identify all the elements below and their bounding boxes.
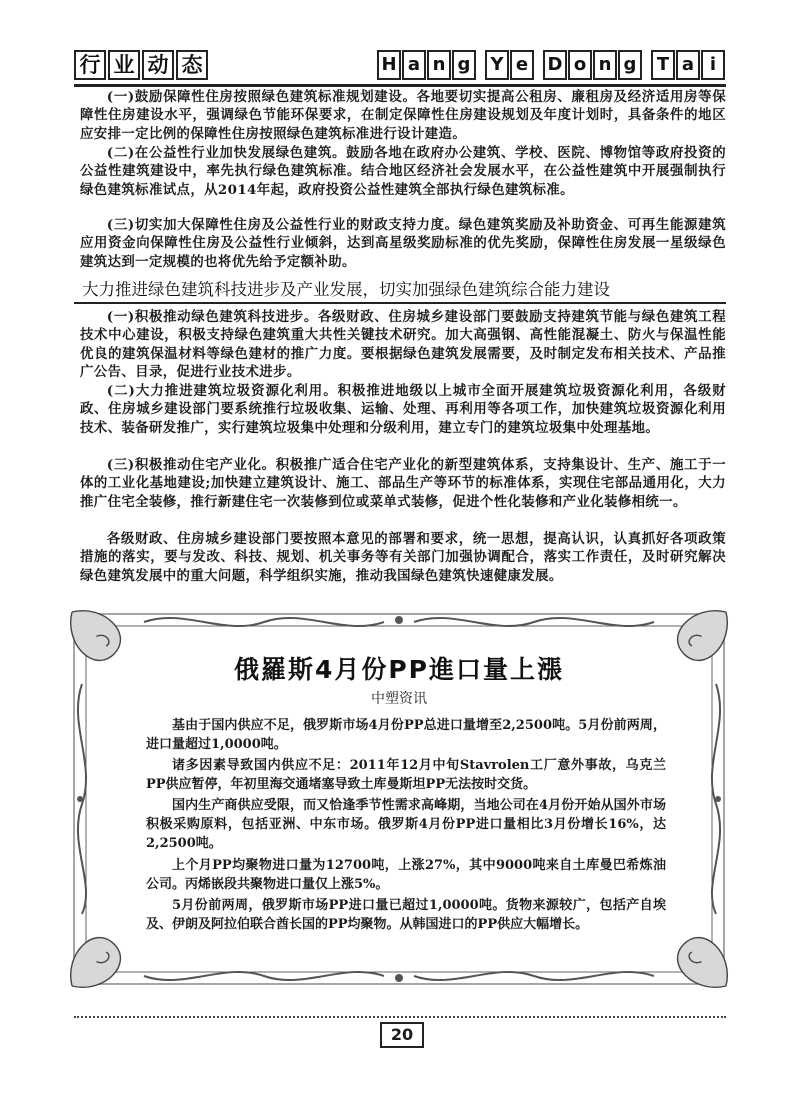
section-name-char: 态: [176, 50, 208, 80]
page-number: 20: [380, 1022, 424, 1048]
news-paragraph: 诸多因素导致国内供应不足：2011年12月中旬Stavrolen工厂意外事故，乌克兰PP供应暂停，年初里海交通堵塞导致土库曼斯坦PP无法按时交货。: [146, 758, 666, 792]
pinyin-char: T: [651, 50, 675, 80]
pinyin-char: Y: [485, 50, 509, 80]
news-paragraph: 5月份前两周，俄罗斯市场PP进口量已超过1,0000吨。货物来源较广，包括产自埃及、伊朗及阿拉伯联合酋长国的PP均聚物。从韩国进口的PP供应大幅增长。: [146, 898, 666, 932]
pinyin-char: a: [676, 50, 700, 80]
pinyin-char: o: [568, 50, 592, 80]
body-paragraph: (三)积极推动住宅产业化。积极推广适合住宅产业化的新型建筑体系，支持集设计、生产、施工于一体的工业化基地建设;加快建立建筑设计、施工、部品生产等环节的标准体系，实现住宅部品通用化，大力推广住宅全装修，推行新建住宅一次装修到位或菜单式装修，促进个性化装修和产业化装修相统一。: [80, 457, 726, 510]
pinyin-char: n: [593, 50, 617, 80]
pinyin-char: g: [452, 50, 476, 80]
section-banner-title: 大力推进绿色建筑科技进步及产业发展，切实加强绿色建筑综合能力建设: [82, 280, 610, 299]
body-paragraph: (二)大力推进建筑垃圾资源化利用。积极推进地级以上城市全面开展建筑垃圾资源化利用，各级财政、住房城乡建设部门要系统推行垃圾收集、运输、处理、再利用等各项工作，加快建筑垃圾资源化利用技术、装备研发推广，实行建筑垃圾集中处理和分级利用，建立专门的建筑垃圾集中处理基地。: [80, 383, 726, 436]
pinyin-char: n: [427, 50, 451, 80]
section-banner: [74, 272, 726, 304]
pinyin-char: a: [402, 50, 426, 80]
page-header: [74, 48, 726, 87]
pinyin-char: e: [510, 50, 534, 80]
news-source: 中塑资讯: [371, 691, 427, 707]
body-paragraph: (二)在公益性行业加快发展绿色建筑。鼓励各地在政府办公建筑、学校、医院、博物馆等政府投资的公益性建筑建设中，率先执行绿色建筑标准。结合地区经济社会发展水平，在公益性建筑中开展强制执行绿色建筑标准试点，从2014年起，政府投资公益性建筑全部执行绿色建筑标准。: [80, 145, 726, 198]
news-paragraph: 基由于国内供应不足，俄罗斯市场4月份PP总进口量增至2,2500吨。5月份前两周，进口量超过1,0000吨。: [146, 718, 666, 752]
news-title: 俄羅斯4月份PP進口量上漲: [233, 655, 565, 684]
section-name-char: 行: [74, 50, 106, 80]
pinyin-char: g: [618, 50, 642, 80]
section-name-char: 业: [108, 50, 140, 80]
news-paragraph: 国内生产商供应受限，而又恰逢季节性需求高峰期，当地公司在4月份开始从国外市场积极采购原料，包括亚洲、中东市场。俄罗斯4月份PP进口量相比3月份增长16%，达2,2500吨。: [146, 798, 666, 851]
body-paragraph: 各级财政、住房城乡建设部门要按照本意见的部署和要求，统一思想，提高认识，认真抓好各项政策措施的落实，要与发改、科技、规划、机关事务等有关部门加强协调配合，落实工作责任，及时研究解决绿色建筑发展中的重大问题，科学组织实施，推动我国绿色建筑快速健康发展。: [80, 531, 726, 584]
pinyin-char: H: [377, 50, 401, 80]
pinyin-char: i: [701, 50, 725, 80]
body-paragraph: (一)积极推动绿色建筑科技进步。各级财政、住房城乡建设部门要鼓励支持建筑节能与绿色建筑工程技术中心建设，积极支持绿色建筑重大共性关键技术研究。加大高强钢、高性能混凝土、防火与保温性能优良的建筑保温材料等绿色建材的推广力度。要根据绿色建筑发展需要，及时制定发布相关技术、产品推广公告、目录，促进行业技术进步。: [80, 309, 726, 381]
section-name-char: 动: [142, 50, 174, 80]
pinyin-char: D: [543, 50, 567, 80]
section-pinyin: [377, 50, 726, 80]
footer-divider: [74, 1016, 726, 1020]
section-name: [74, 50, 210, 80]
news-paragraph: 上个月PP均聚物进口量为12700吨，上涨27%，其中9000吨来自土库曼巴希炼油公司。丙烯嵌段共聚物进口量仅上涨5%。: [146, 858, 666, 892]
body-paragraph: (一)鼓励保障性住房按照绿色建筑标准规划建设。各地要切实提高公租房、廉租房及经济适用房等保障性住房建设水平，强调绿色节能环保要求，在制定保障性住房建设规划及年度计划时，具备条件的地区应安排一定比例的保障性住房按照绿色建筑标准进行设计建造。: [80, 89, 726, 142]
body-paragraph: (三)切实加大保障性住房及公益性行业的财政支持力度。绿色建筑奖励及补助资金、可再生能源建筑应用资金向保障性住房及公益性行业倾斜，达到高星级奖励标准的优先奖励，保障性住房发展一星级绿色建筑达到一定规模的也将优先给予定额补助。: [80, 217, 726, 270]
